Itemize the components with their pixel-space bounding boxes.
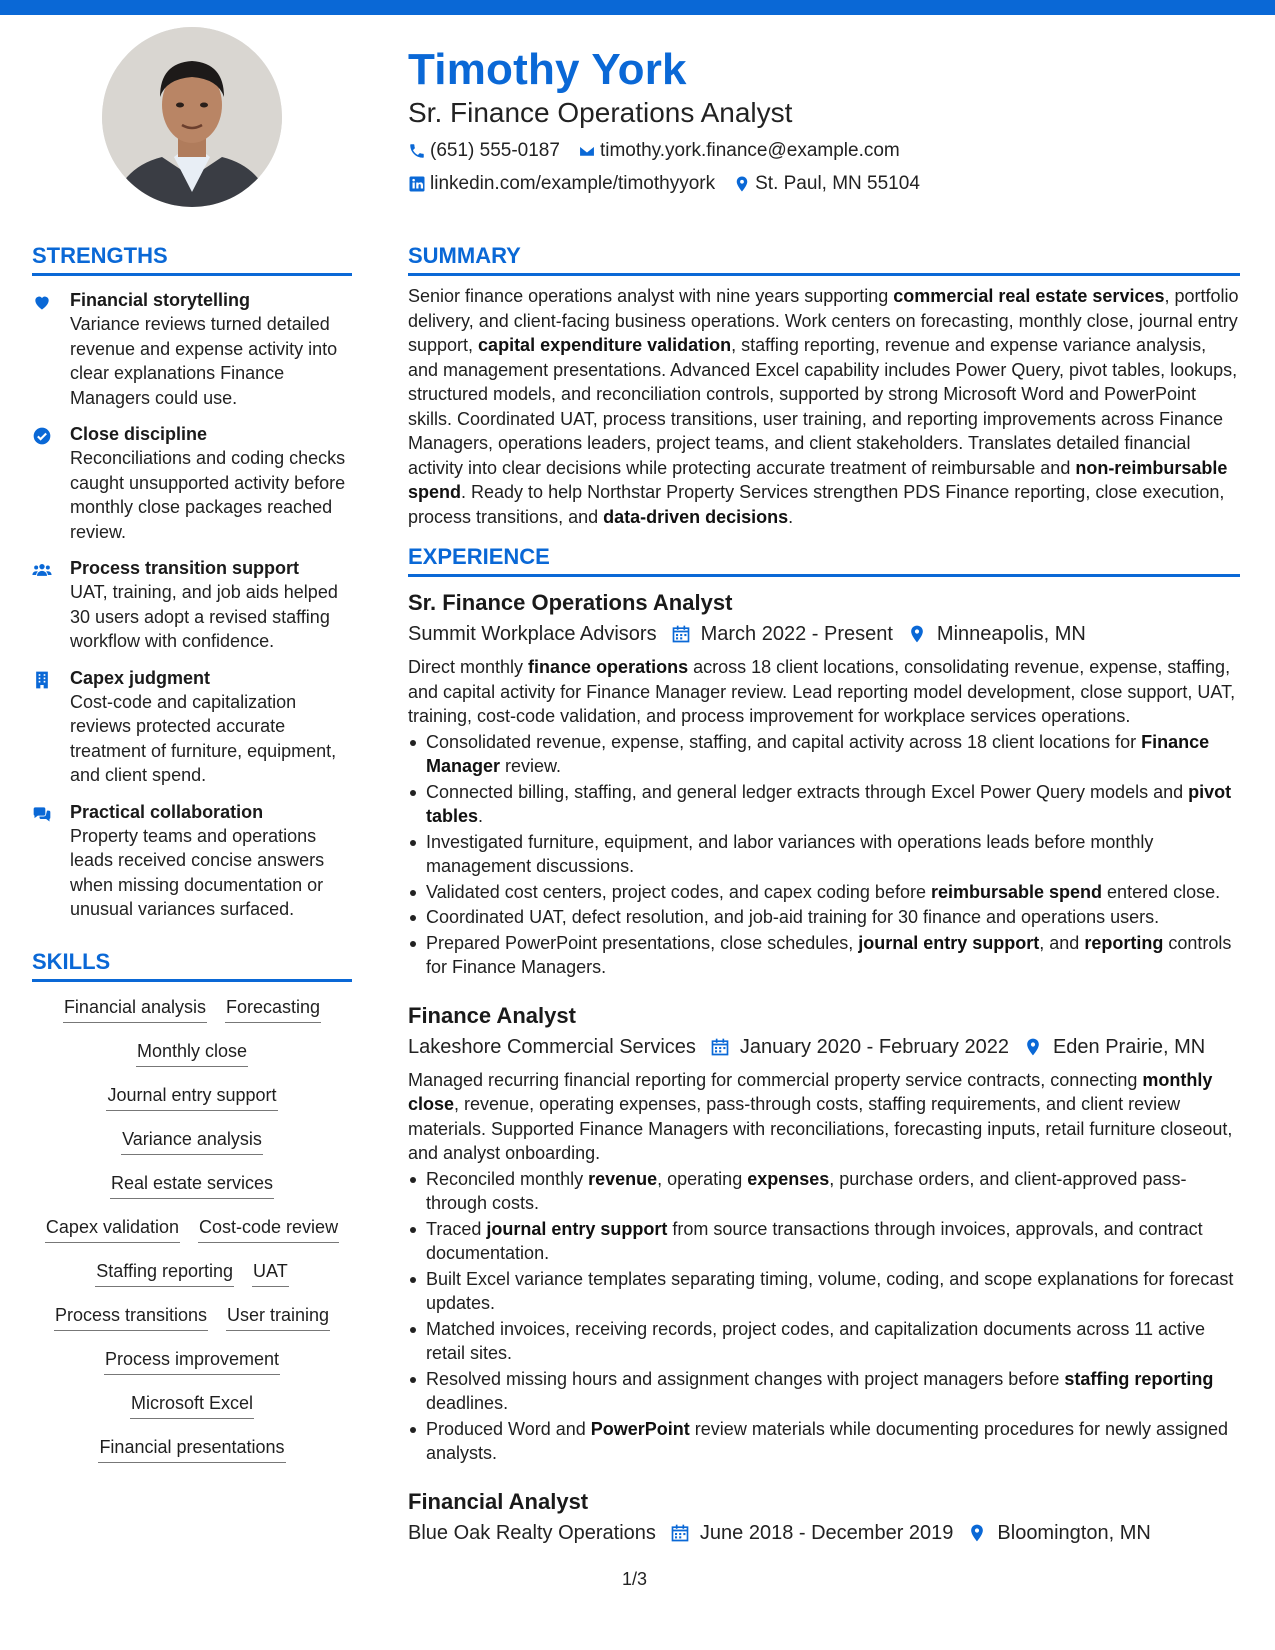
skill-tag: Forecasting [225, 996, 321, 1023]
top-accent-bar [0, 0, 1275, 15]
map-pin-icon [733, 175, 751, 193]
strength-description: Variance reviews turned detailed revenue and expense activity into clear explanations Finance Managers could use. [70, 314, 338, 408]
summary-heading: SUMMARY [408, 242, 1240, 276]
strength-description: Cost-code and capitalization reviews protected accurate treatment of furniture, equipment, and client spend. [70, 691, 337, 785]
job-meta [408, 1520, 1240, 1546]
users-icon [32, 560, 52, 580]
check-circle-icon [32, 426, 52, 446]
strength-title: Process transition support [70, 558, 300, 578]
bullet-item: Prepared PowerPoint presentations, close schedules, journal entry support, and reporting controls for Finance Managers. [408, 931, 1240, 980]
linkedin-icon [408, 175, 426, 193]
job-title: Sr. Finance Operations Analyst [408, 590, 733, 615]
job-location: Minneapolis, MN [936, 623, 1086, 645]
strengths-heading: STRENGTHS [32, 242, 352, 276]
skill-row [32, 1260, 352, 1287]
job-title: Financial Analyst [408, 1488, 589, 1514]
skill-row [32, 1040, 352, 1067]
strength-title: Practical collaboration [70, 801, 264, 822]
skill-tag: Process transitions [54, 1304, 208, 1331]
skill-row [32, 1392, 352, 1419]
contact-row-1 [408, 139, 1228, 163]
job-entry [408, 589, 1240, 980]
email-contact[interactable] [578, 139, 900, 163]
bullet-item: Connected billing, staffing, and general ledger extracts through Excel Power Query models and pivot tables. [408, 780, 1240, 829]
strength-title: Close discipline [70, 424, 208, 444]
heart-icon [32, 292, 52, 312]
right-column [408, 242, 1240, 1546]
job-company: Blue Oak Realty Operations [408, 1521, 656, 1544]
location-text: St. Paul, MN 55104 [755, 173, 920, 194]
job-location: Bloomington, MN [997, 1521, 1151, 1544]
contact-row-2 [408, 172, 1228, 196]
job-location: Eden Prairie, MN [1052, 1035, 1206, 1058]
calendar-icon [710, 1037, 730, 1057]
strength-description: UAT, training, and job aids helped 30 users adopt a revised staffing workflow with confidence. [70, 582, 338, 651]
skill-row [32, 1436, 352, 1463]
candidate-name: Timothy York [408, 45, 687, 94]
job-bullets [408, 730, 1240, 980]
job-entry [408, 1002, 1240, 1466]
skills-list [32, 996, 352, 1463]
strength-title: Capex judgment [70, 667, 211, 688]
phone-text: (651) 555-0187 [430, 140, 560, 161]
linkedin-text: linkedin.com/example/timothyyork [430, 173, 716, 194]
job-entry [408, 1488, 1240, 1546]
strength-item [32, 667, 352, 788]
bullet-item: Investigated furniture, equipment, and labor variances with operations leads before monthly management discussions. [408, 830, 1240, 879]
skill-tag: UAT [252, 1260, 289, 1287]
phone-contact[interactable] [408, 139, 560, 163]
skill-row [32, 1304, 352, 1331]
skill-row [32, 1216, 352, 1243]
skill-row [32, 1172, 352, 1199]
envelope-icon [578, 142, 596, 160]
building-icon [32, 670, 52, 690]
skill-tag: Process improvement [104, 1348, 280, 1375]
page-number: 1/3 [622, 1569, 648, 1589]
bullet-item: Traced journal entry support from source transactions through invoices, approvals, and contract documentation. [408, 1217, 1240, 1266]
strength-description: Property teams and operations leads received concise answers when missing documentation or unusual variances surfaced. [70, 825, 325, 919]
strength-description: Reconciliations and coding checks caught unsupported activity before monthly close packages reached review. [70, 448, 346, 542]
bullet-item: Consolidated revenue, expense, staffing, and capital activity across 18 client locations for Finance Manager review. [408, 730, 1240, 779]
skill-row [32, 1128, 352, 1155]
calendar-icon [670, 1523, 690, 1543]
skill-tag: Capex validation [45, 1216, 180, 1243]
job-company: Summit Workplace Advisors [408, 623, 657, 645]
skill-tag: Real estate services [110, 1172, 274, 1199]
skill-tag: Monthly close [136, 1040, 248, 1067]
profile-photo [102, 27, 282, 207]
skill-row [32, 1084, 352, 1111]
linkedin-contact[interactable] [408, 172, 715, 196]
job-bullets [408, 1167, 1240, 1466]
job-dates: March 2022 - Present [700, 623, 893, 645]
strength-item [32, 801, 352, 922]
left-column [32, 242, 352, 1463]
strength-item [32, 423, 352, 544]
skill-tag: User training [226, 1304, 330, 1331]
job-description: Direct monthly finance operations across 18 client locations, consolidating revenue, expense, staffing, and capital activity for Finance Manager review. Lead reporting model development, close support, UAT, training, cost-code validation, and process improvement for workplace services operations. [408, 657, 1236, 726]
job-title: Finance Analyst [408, 1002, 576, 1028]
strength-title: Financial storytelling [70, 290, 251, 310]
candidate-role: Sr. Finance Operations Analyst [408, 97, 793, 128]
skill-tag: Financial analysis [63, 996, 207, 1023]
bullet-item: Validated cost centers, project codes, and capex coding before reimbursable spend entered close. [408, 880, 1240, 905]
skill-tag: Journal entry support [106, 1084, 277, 1111]
skill-row [32, 1348, 352, 1375]
skill-row [32, 996, 352, 1023]
job-meta [408, 1034, 1240, 1060]
strength-item [32, 557, 352, 654]
email-text: timothy.york.finance@example.com [599, 140, 900, 161]
bullet-item: Produced Word and PowerPoint review materials while documenting procedures for newly assigned analysts. [408, 1417, 1240, 1466]
skill-tag: Financial presentations [98, 1436, 285, 1463]
experience-heading: EXPERIENCE [408, 543, 1240, 577]
bullet-item: Built Excel variance templates separating timing, volume, coding, and scope explanations for forecast updates. [408, 1267, 1240, 1316]
skill-tag: Microsoft Excel [130, 1392, 254, 1419]
bullet-item: Coordinated UAT, defect resolution, and job-aid training for 30 finance and operations users. [408, 905, 1240, 930]
job-description: Managed recurring financial reporting for commercial property service contracts, connecting monthly close, revenue, operating expenses, pass-through costs, staffing requirements, and client review materials. Supported Finance Managers with reconciliations, forecasting inputs, retail furniture closeout, and analyst onboarding. [408, 1069, 1233, 1163]
job-dates: June 2018 - December 2019 [699, 1521, 954, 1544]
map-pin-icon [967, 1523, 987, 1543]
resume-header [408, 44, 1228, 196]
location-contact [733, 172, 920, 196]
job-dates: January 2020 - February 2022 [739, 1035, 1009, 1058]
bullet-item: Reconciled monthly revenue, operating expenses, purchase orders, and client-approved pass-through costs. [408, 1167, 1240, 1216]
skills-heading: SKILLS [32, 948, 352, 982]
phone-icon [408, 142, 426, 160]
map-pin-icon [1023, 1037, 1043, 1057]
strength-item [32, 289, 352, 410]
summary-paragraph: Senior finance operations analyst with nine years supporting commercial real estate services, portfolio delivery, and client-facing business operations. Work centers on forecasting, monthly close, journal entry support, capital expenditure validation, staffing reporting, revenue and expense variance analysis, and management presentations. Advanced Excel capability includes Power Query, pivot tables, lookups, structured models, and reconciliation controls, supported by strong Microsoft Word and PowerPoint skills. Coordinated UAT, process transitions, user training, and reporting improvements across Finance Managers, operations leaders, project teams, and client stakeholders. Translates detailed financial activity into clear decisions while protecting accurate treatment of reimbursable and non-reimbursable spend. Ready to help Northstar Property Services strengthen PDS Finance reporting, close execution, process transitions, and data-driven decisions. [408, 286, 1239, 527]
skill-tag: Staffing reporting [95, 1260, 234, 1287]
job-meta [408, 621, 1240, 647]
skill-tag: Variance analysis [121, 1128, 263, 1155]
skill-tag: Cost-code review [198, 1216, 339, 1243]
bullet-item: Matched invoices, receiving records, project codes, and capitalization documents across 11 active retail sites. [408, 1317, 1240, 1366]
chat-bubbles-icon [32, 804, 52, 824]
calendar-icon [671, 624, 691, 644]
job-company: Lakeshore Commercial Services [408, 1035, 696, 1058]
map-pin-icon [907, 624, 927, 644]
profile-photo-illustration [102, 27, 282, 207]
bullet-item: Resolved missing hours and assignment changes with project managers before staffing reporting deadlines. [408, 1367, 1240, 1416]
